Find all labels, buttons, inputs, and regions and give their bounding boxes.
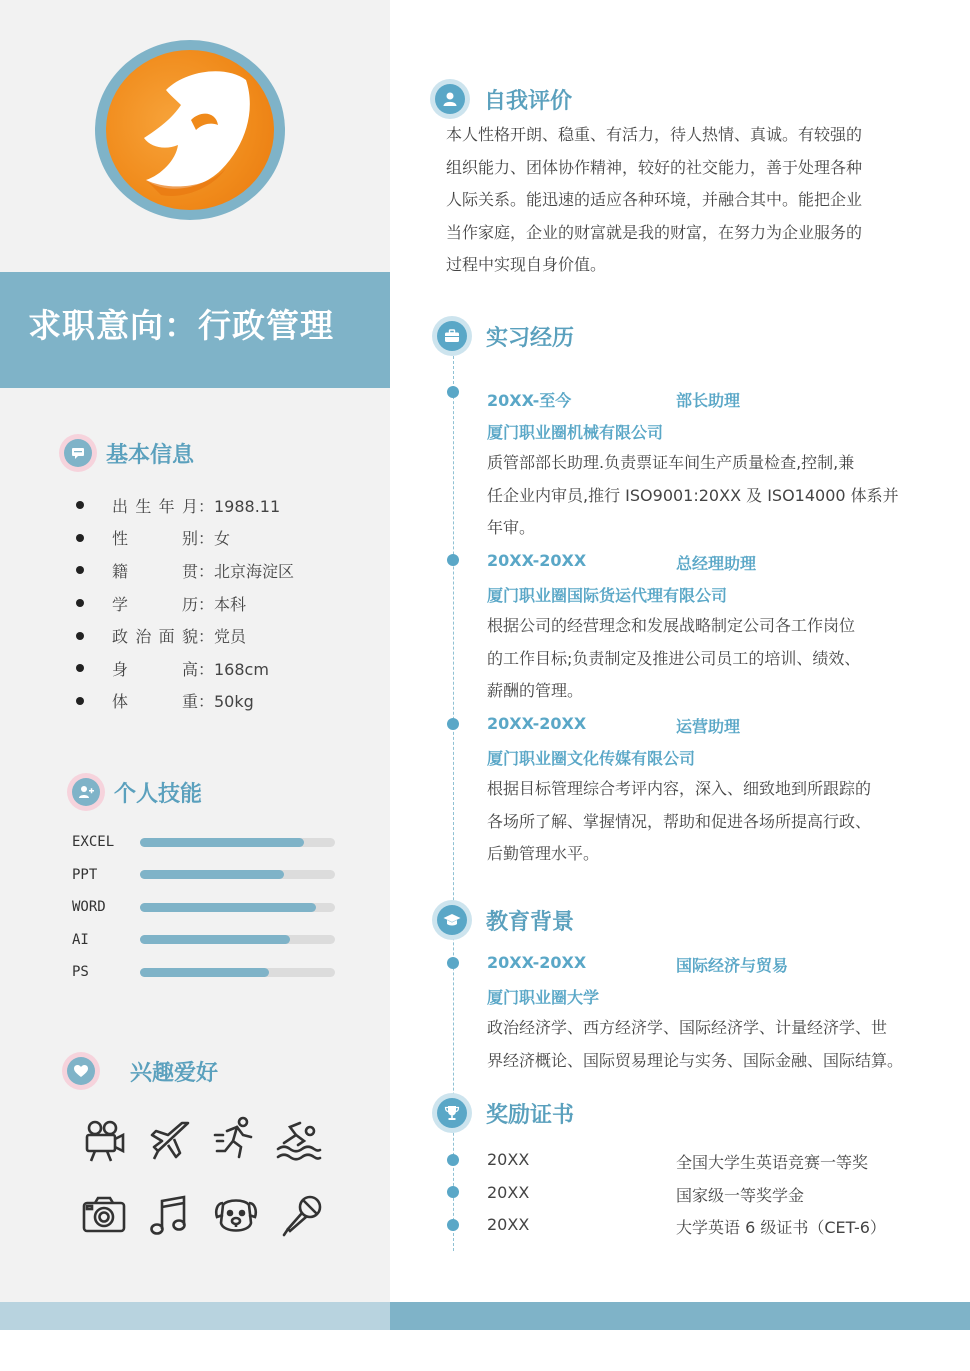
basic-info-list	[72, 489, 372, 717]
briefcase-icon	[437, 321, 467, 351]
user-icon	[435, 84, 465, 114]
info-key: 学历	[112, 594, 198, 614]
internship-company: 厦门职业圈机械有限公司	[487, 423, 664, 442]
education-school: 厦门职业圈大学	[487, 988, 600, 1007]
airplane-icon	[145, 1114, 197, 1166]
award-name: 大学英语 6 级证书（CET-6）	[676, 1218, 886, 1237]
timeline-dot	[447, 1154, 459, 1166]
desc-line: 薪酬的管理。	[487, 681, 584, 701]
skill-track	[140, 903, 335, 912]
info-item-origin	[72, 554, 372, 587]
course-line: 政治经济学、西方经济学、国际经济学、计量经济学、世	[487, 1018, 888, 1037]
self-eval-header	[430, 79, 572, 119]
info-key: 籍贯	[112, 561, 198, 581]
awards-header	[432, 1093, 574, 1133]
heart-icon	[67, 1057, 95, 1085]
bullet-dot	[76, 697, 84, 705]
education-period: 20XX-20XX	[487, 953, 587, 972]
internship-company: 厦门职业圈文化传媒有限公司	[487, 749, 696, 768]
skill-fill	[140, 870, 284, 879]
bullet-dot	[76, 632, 84, 640]
graduation-cap-icon	[437, 905, 467, 935]
skill-row	[72, 924, 342, 957]
desc-line: 任企业内审员,推行 ISO9001:20XX 及 ISO14000 体系并	[487, 485, 899, 505]
skills-header	[67, 773, 202, 811]
info-key: 身高	[112, 659, 198, 679]
education-icon-ring	[432, 900, 472, 940]
hobbies-title: 兴趣爱好	[130, 1060, 219, 1086]
desc-line: 后勤管理水平。	[487, 844, 600, 864]
info-key: 体重	[112, 692, 198, 712]
info-value: ：50kg	[198, 692, 254, 712]
internship-period: 20XX-20XX	[487, 714, 587, 733]
info-value: ：本科	[198, 594, 247, 614]
awards-icon-ring	[432, 1093, 472, 1133]
self-eval-line: 组织能力、团体协作精神，较好的社交能力，善于处理各种	[446, 157, 863, 177]
skill-name: AI	[72, 931, 89, 948]
dog-icon	[210, 1190, 262, 1242]
self-eval-line: 过程中实现自身价值。	[446, 255, 607, 275]
award-year: 20XX	[487, 1150, 530, 1169]
internship-company: 厦门职业圈国际货运代理有限公司	[487, 586, 728, 605]
basic-info-icon-ring	[59, 434, 97, 472]
add-user-icon	[72, 778, 100, 806]
info-item-birth	[72, 489, 372, 522]
desc-line: 根据目标管理综合考评内容，深入、细致地到所跟踪的	[487, 779, 872, 798]
internship-role: 总经理助理	[676, 554, 757, 573]
skill-row	[72, 956, 342, 989]
internship-desc	[487, 773, 871, 871]
info-value: ：1988.11	[198, 496, 281, 516]
info-key: 政治面貌	[112, 627, 198, 647]
info-key: 性别	[112, 529, 198, 549]
skills-icon-ring	[67, 773, 105, 811]
education-major: 国际经济与贸易	[676, 956, 789, 975]
skill-row	[72, 859, 342, 892]
info-value: ：168cm	[198, 659, 269, 679]
bullet-dot	[76, 566, 84, 574]
self-eval-line: 当作家庭，企业的财富就是我的财富，在努力为企业服务的	[446, 222, 863, 242]
hobbies-icon-ring	[62, 1052, 100, 1090]
bullet-dot	[76, 664, 84, 672]
self-eval-title: 自我评价	[484, 88, 573, 114]
info-item-gender	[72, 522, 372, 555]
course-line: 界经济概论、国际贸易理论与实务、国际金融、国际结算。	[487, 1050, 904, 1070]
internship-role: 部长助理	[676, 391, 741, 410]
education-header	[432, 900, 574, 940]
basic-info-title: 基本信息	[106, 442, 195, 468]
info-item-weight	[72, 685, 372, 718]
skill-track	[140, 870, 335, 879]
internship-header	[432, 316, 574, 356]
timeline-dot	[447, 554, 459, 566]
info-key: 出生年月	[112, 496, 198, 516]
footer-bar-right	[390, 1302, 970, 1330]
timeline-dot	[447, 718, 459, 730]
avatar	[95, 40, 285, 220]
swimming-icon	[273, 1114, 325, 1166]
internship-desc	[487, 447, 899, 545]
footer-margin	[0, 1330, 970, 1371]
skill-fill	[140, 838, 304, 847]
skill-name: PS	[72, 964, 89, 981]
bullet-dot	[76, 534, 84, 542]
camera-icon	[78, 1190, 130, 1242]
skill-row	[72, 891, 342, 924]
skill-track	[140, 935, 335, 944]
award-name: 国家级一等奖学金	[676, 1186, 805, 1205]
education-courses	[487, 1012, 903, 1077]
skill-row	[72, 826, 342, 859]
info-item-political	[72, 619, 372, 652]
bullet-dot	[76, 599, 84, 607]
running-icon	[210, 1112, 262, 1164]
flame-logo-icon	[106, 50, 274, 210]
skill-fill	[140, 968, 269, 977]
self-eval-line: 本人性格开朗、稳重、有活力，待人热情、真诚。有较强的	[446, 125, 863, 144]
internship-icon-ring	[432, 316, 472, 356]
timeline-dot	[447, 957, 459, 969]
awards-title: 奖励证书	[486, 1102, 575, 1128]
self-eval-icon-ring	[430, 79, 470, 119]
internship-period: 20XX-至今	[487, 391, 572, 410]
music-note-icon	[143, 1190, 195, 1242]
trophy-icon	[437, 1098, 467, 1128]
basic-info-header	[59, 434, 194, 472]
avatar-logo-image	[106, 50, 274, 210]
hobbies-header	[62, 1052, 218, 1090]
desc-line: 各场所了解、掌握情况，帮助和促进各场所提高行政、	[487, 811, 872, 831]
info-value: ：女	[198, 529, 231, 549]
skills-list	[72, 826, 342, 989]
skills-title: 个人技能	[114, 781, 203, 807]
info-item-height	[72, 652, 372, 685]
job-objective: 求职意向：行政管理	[28, 306, 334, 345]
timeline-dot	[447, 1186, 459, 1198]
award-name: 全国大学生英语竞赛一等奖	[676, 1153, 869, 1172]
info-value: ：党员	[198, 627, 247, 647]
skill-name: PPT	[72, 866, 98, 883]
desc-line: 的工作目标;负责制定及推进公司员工的培训、绩效、	[487, 648, 861, 668]
skill-track	[140, 968, 335, 977]
info-item-degree	[72, 587, 372, 620]
skill-name: WORD	[72, 899, 106, 916]
timeline-dot	[447, 1219, 459, 1231]
bullet-dot	[76, 501, 84, 509]
education-title: 教育背景	[486, 909, 575, 935]
self-eval-text	[446, 119, 862, 282]
skill-fill	[140, 903, 316, 912]
info-value: ：北京海淀区	[198, 561, 295, 581]
movie-camera-icon	[78, 1114, 130, 1166]
microphone-icon	[277, 1190, 329, 1242]
footer-bar-left	[0, 1302, 390, 1330]
desc-line: 根据公司的经营理念和发展战略制定公司各工作岗位	[487, 616, 856, 635]
timeline-dot	[447, 386, 459, 398]
internship-role: 运营助理	[676, 717, 741, 736]
desc-line: 年审。	[487, 518, 536, 538]
award-year: 20XX	[487, 1183, 530, 1202]
internship-period: 20XX-20XX	[487, 551, 587, 570]
desc-line: 质管部部长助理.负责票证车间生产质量检查,控制,兼	[487, 453, 855, 472]
internship-desc	[487, 610, 860, 708]
skill-name: EXCEL	[72, 834, 115, 851]
skill-track	[140, 838, 335, 847]
award-year: 20XX	[487, 1215, 530, 1234]
chat-icon	[64, 439, 92, 467]
self-eval-line: 人际关系。能迅速的适应各种环境，并融合其中。能把企业	[446, 190, 863, 210]
internship-title: 实习经历	[486, 325, 575, 351]
skill-fill	[140, 935, 290, 944]
